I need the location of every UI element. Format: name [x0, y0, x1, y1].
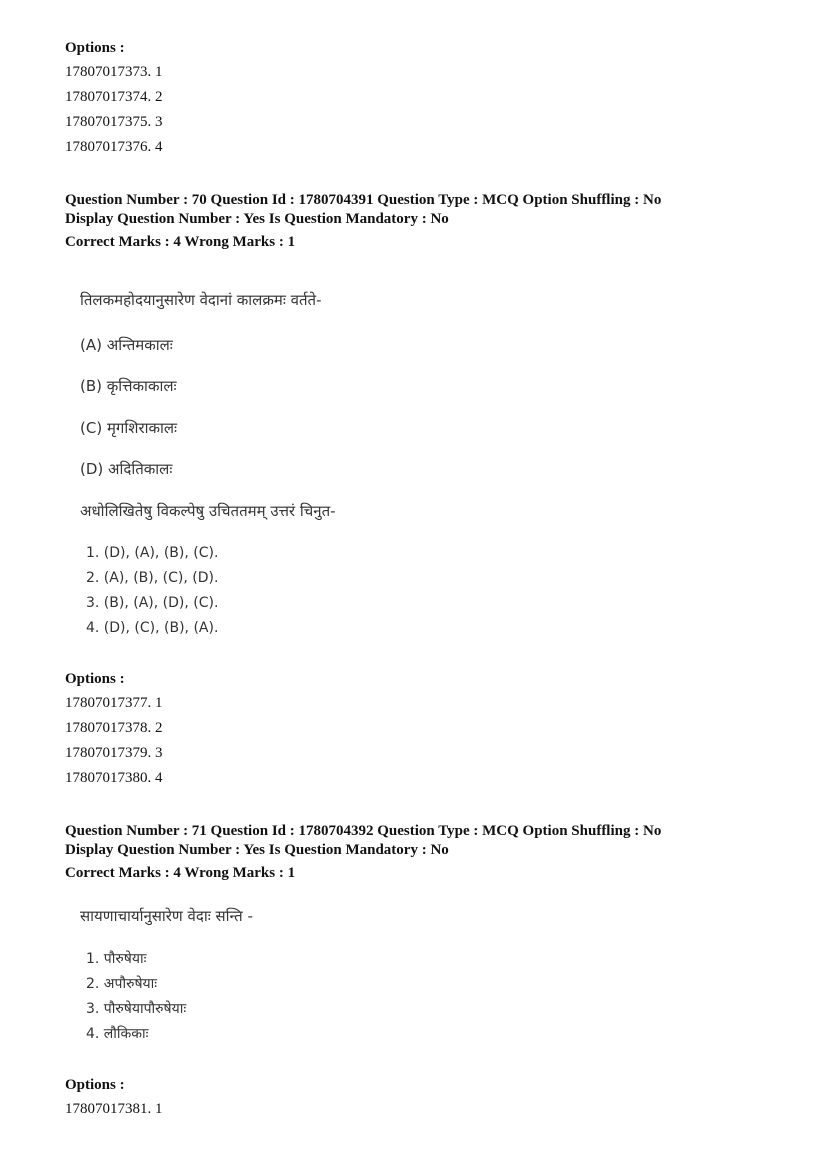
option-line: 17807017381. 1	[65, 1101, 163, 1117]
question-meta: Question Number : 70 Question Id : 1780704391 Question Type : MCQ Option Shuffling : No	[65, 192, 662, 208]
answer-choice: 2. (A), (B), (C), (D).	[86, 570, 219, 586]
answer-choice: 2. अपौरुषेयाः	[86, 976, 158, 992]
list-item: (A) अन्तिमकालः	[80, 336, 173, 354]
options-heading: Options :	[65, 40, 125, 56]
answer-choice: 1. (D), (A), (B), (C).	[86, 545, 219, 561]
options-heading: Options :	[65, 1077, 125, 1093]
option-line: 17807017376. 4	[65, 139, 163, 155]
question-meta-2: Display Question Number : Yes Is Question Mandatory : No	[65, 211, 449, 227]
option-line: 17807017373. 1	[65, 64, 163, 80]
answer-choice: 3. पौरुषेयापौरुषेयाः	[86, 1001, 187, 1017]
question-marks: Correct Marks : 4 Wrong Marks : 1	[65, 865, 296, 881]
answer-choice: 3. (B), (A), (D), (C).	[86, 595, 219, 611]
option-line: 17807017379. 3	[65, 745, 163, 761]
question-meta-2: Display Question Number : Yes Is Question Mandatory : No	[65, 842, 449, 858]
list-item: (C) मृगशिराकालः	[80, 419, 178, 437]
answer-choice: 4. लौकिकाः	[86, 1026, 149, 1042]
question-meta: Question Number : 71 Question Id : 1780704392 Question Type : MCQ Option Shuffling : No	[65, 823, 662, 839]
option-line: 17807017374. 2	[65, 89, 163, 105]
question-text: सायणाचार्यानुसारेण वेदाः सन्ति -	[80, 907, 253, 925]
option-line: 17807017378. 2	[65, 720, 163, 736]
option-line: 17807017380. 4	[65, 770, 163, 786]
answer-choice: 1. पौरुषेयाः	[86, 951, 147, 967]
option-line: 17807017375. 3	[65, 114, 163, 130]
question-text: तिलकमहोदयानुसारेण वेदानां कालक्रमः वर्तते-	[80, 291, 322, 309]
list-item: (B) कृत्तिकाकालः	[80, 377, 177, 395]
answer-choice: 4. (D), (C), (B), (A).	[86, 620, 219, 636]
options-heading: Options :	[65, 671, 125, 687]
option-line: 17807017377. 1	[65, 695, 163, 711]
question-marks: Correct Marks : 4 Wrong Marks : 1	[65, 234, 296, 250]
list-item: (D) अदितिकालः	[80, 460, 173, 478]
instruction-text: अधोलिखितेषु विकल्पेषु उचिततमम् उत्तरं चिनुत-	[80, 502, 336, 520]
